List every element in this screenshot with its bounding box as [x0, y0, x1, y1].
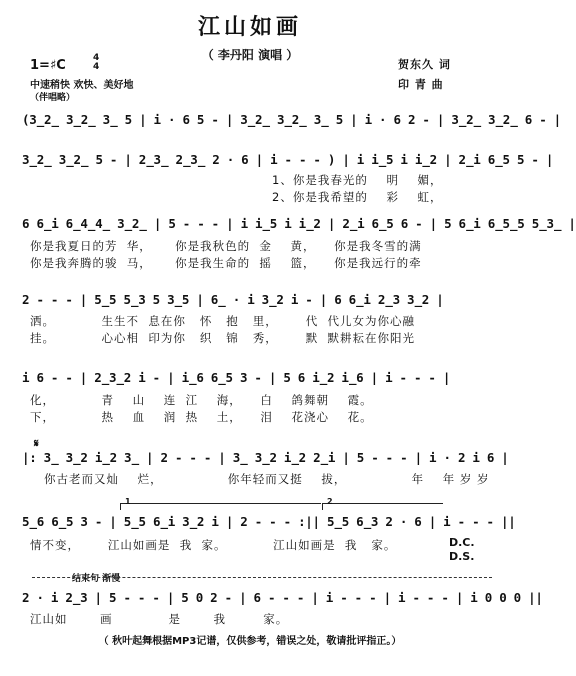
score-line-2: 3̲2̲ 3̲2̲ 5 - | 2̲3̲ 2̲3̲ 2 · 6 | i - - - ) | i i̲5 i i̲2 | 2̲i 6̲5 5 - |: [22, 152, 554, 167]
time-top: 4: [93, 53, 100, 63]
lyric-line-2-verse-1: 1、你是我春光的 明 媚，: [272, 173, 443, 187]
page-title: 江山如画: [197, 14, 302, 40]
accompaniment-note: （伴唱略）: [30, 93, 76, 103]
lyric-line-4-verse-2: 挂。 心心相 印为你 织 锦 秀， 默 默耕耘在你阳光: [30, 331, 416, 345]
lyric-line-6: 你古老而又灿 烂， 你年轻而又挺 拔， 年 年 岁 岁: [44, 472, 490, 486]
lyric-line-3-verse-2: 你是我奔腾的骏 马， 你是我生命的 摇 篮， 你是我远行的牵: [30, 256, 422, 270]
segno-sign: 𝄋: [34, 437, 39, 450]
lyric-line-5-verse-1: 化， 青 山 连 江 海， 白 鸽舞朝 霞。: [30, 393, 373, 407]
page-subtitle: （ 李丹阳 演唱 ）: [201, 48, 299, 62]
score-line-8: 2 · i 2̲3 | 5 - - - | 5 0 2 - | 6 - - - | i - - - | i - - - | i 0 0 0 ||: [22, 590, 543, 605]
score-line-3: 6 6̲i 6̲4̲4̲ 3̲2̲ | 5 - - - | i i̲5 i i̲2 | 2̲i 6̲5 6 - | 5 6̲i 6̲5̲5 5̲3̲ |: [22, 216, 576, 231]
lyric-line-4-verse-1: 洒。 生生不 息在你 怀 抱 里， 代 代儿女为你心融: [30, 314, 416, 328]
lyric-line-5-verse-2: 下， 热 血 润 热 土， 泪 花浇心 花。: [30, 410, 373, 424]
time-bottom: 4: [93, 62, 100, 72]
score-line-7: 5̲6 6̲5 3 - | 5̲5 6̲i 3̲2 i | 2 - - - :|| 5̲5 6̲3 2 · 6 | i - - - ||: [22, 514, 516, 529]
tempo-marking: 中速稍快 欢快、美好地: [30, 80, 134, 91]
time-signature: [93, 54, 99, 72]
da-capo-marking: D.C.: [449, 536, 475, 549]
footer-note: （ 秋叶起舞根据MP3记谱，仅供参考，错误之处，敬请批评指正。）: [98, 636, 402, 647]
key-signature: 1=♯C: [30, 58, 66, 73]
lyricist-credit: 贺东久 词: [398, 58, 451, 71]
composer-credit: 印 青 曲: [398, 78, 444, 91]
score-line-1: (3̲2̲ 3̲2̲ 3̲ 5 | i · 6 5 - | 3̲2̲ 3̲2̲ 3̲ 5 | i · 6 2 - | 3̲2̲ 3̲2̲ 6 - |: [22, 112, 561, 127]
lyric-line-7: 情不变， 江山如画是 我 家。 江山如画是 我 家。: [30, 538, 397, 552]
volta-bracket-2: [322, 497, 443, 510]
score-line-6: |: 3̲ 3̲2 i̲2 3̲ | 2 - - - | 3̲ 3̲2 i̲2 2̲i | 5 - - - | i · 2 i 6 |: [22, 450, 509, 465]
score-line-5: i 6 - - | 2̲3̲2 i - | i̲6 6̲5 3 - | 5 6 i̲2 i̲6 | i - - - |: [22, 370, 451, 385]
dal-segno-marking: D.S.: [449, 550, 475, 563]
ending-label: 结束句 渐慢: [72, 574, 121, 584]
score-line-4: 2 - - - | 5̲5 5̲3 5 3̲5 | 6̲ · i 3̲2 i - | 6 6̲i 2̲3 3̲2 |: [22, 292, 444, 307]
lyric-line-2-verse-2: 2、你是我希望的 彩 虹，: [272, 190, 443, 204]
lyric-line-8: 江山如 画 是 我 家。: [30, 612, 289, 626]
lyric-line-3-verse-1: 你是我夏日的芳 华， 你是我秋色的 金 黄， 你是我冬雪的满: [30, 239, 422, 253]
volta-bracket-1: [120, 497, 321, 510]
volta-number-2: 2: [327, 497, 333, 506]
ending-dashed-line: [32, 577, 492, 578]
volta-number-1: 1: [125, 497, 131, 506]
